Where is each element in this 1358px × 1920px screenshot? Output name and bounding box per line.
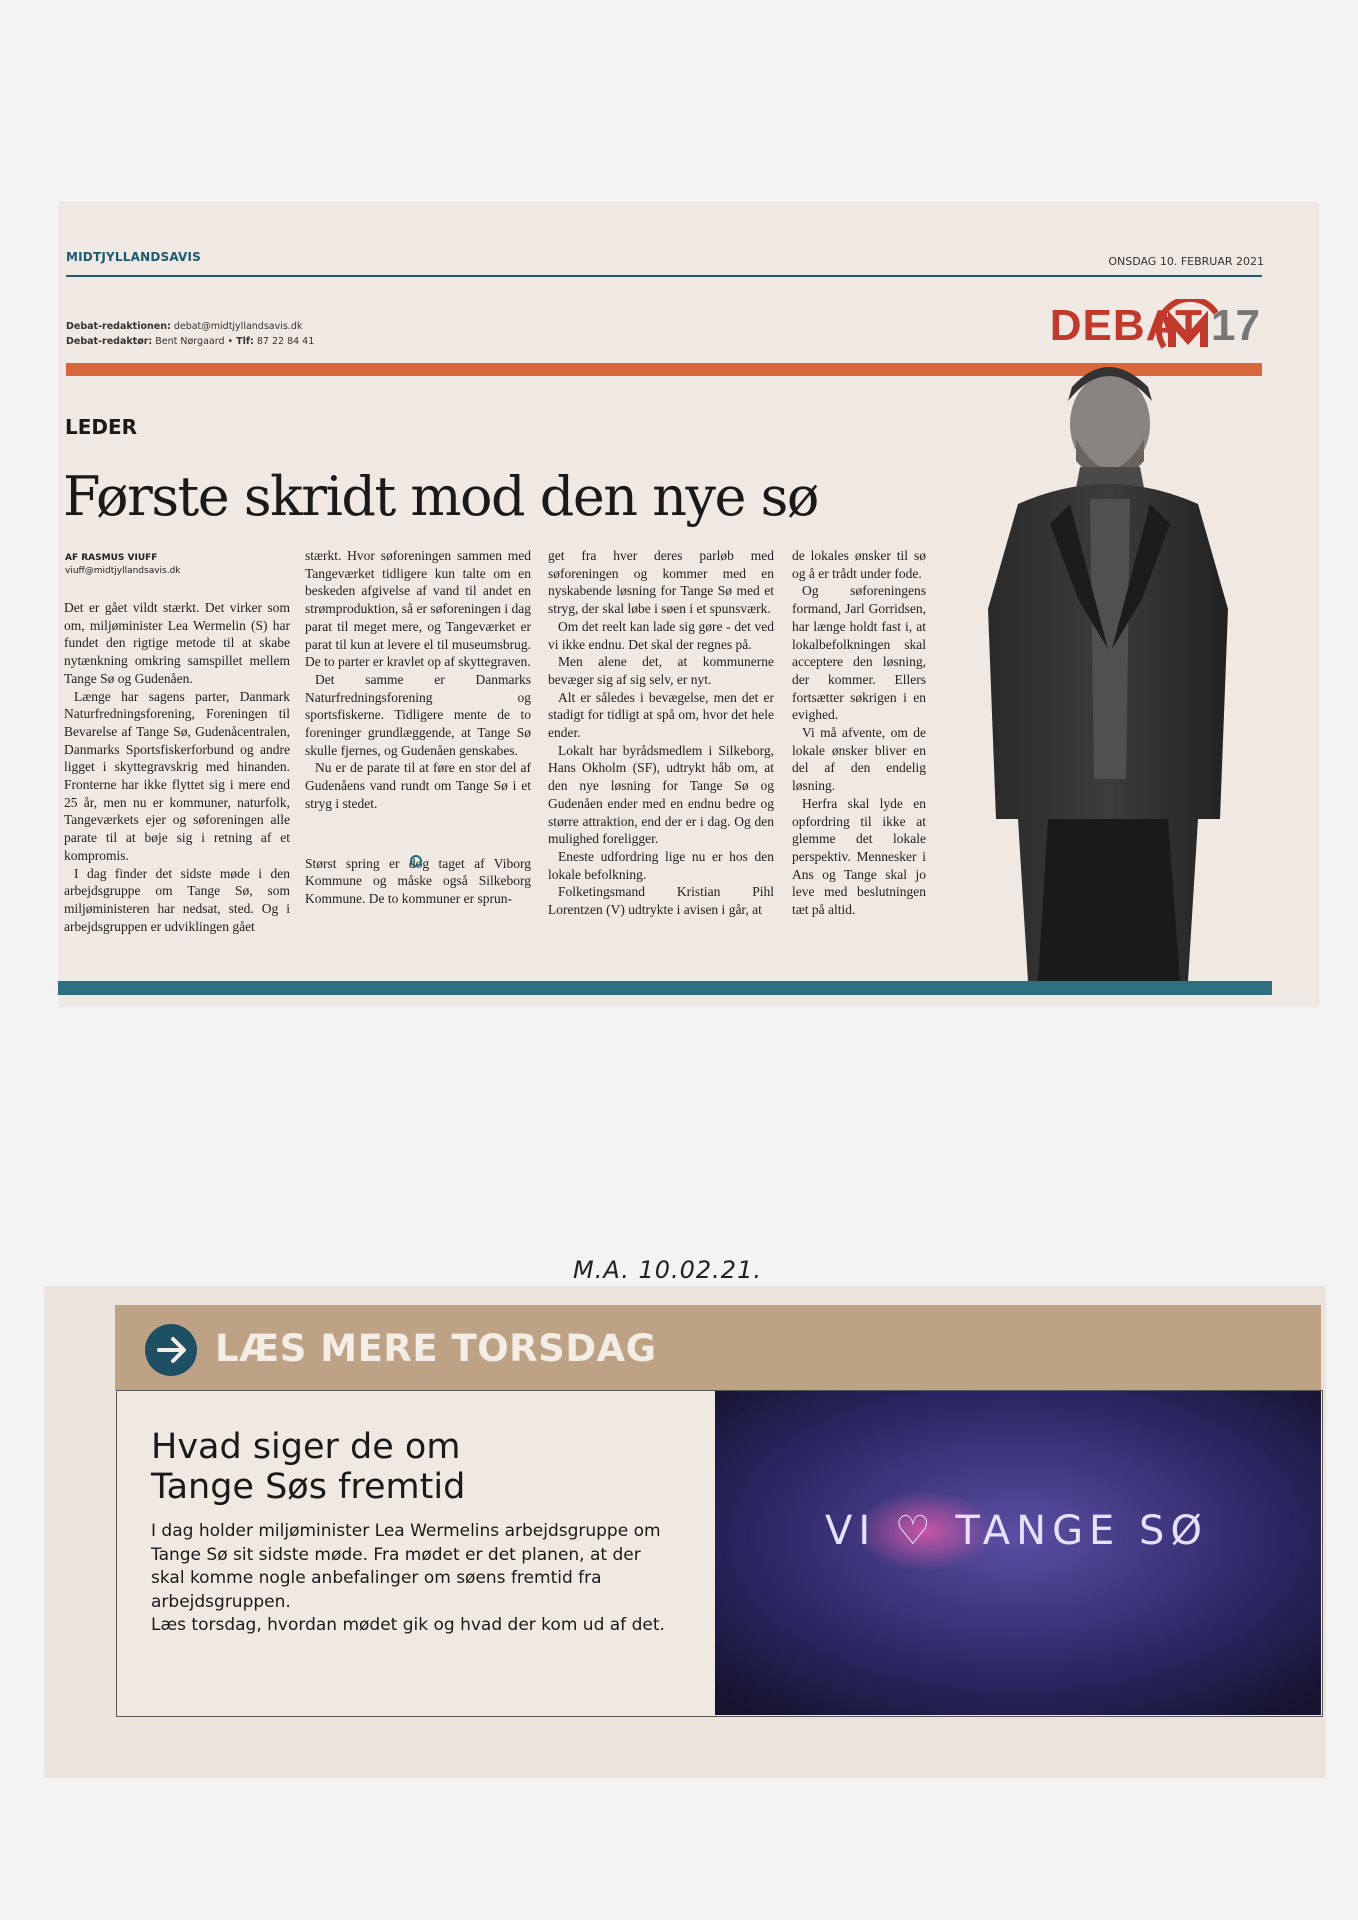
issue-date: ONSDAG 10. FEBRUAR 2021 <box>1108 255 1264 268</box>
editor-phone-label: Tlf: <box>236 336 254 347</box>
paragraph: de lokales ønsker til sø og å er trådt under fode. <box>792 548 926 581</box>
editor-email: debat@midtjyllandsavis.dk <box>173 321 303 332</box>
editor-phone: 87 22 84 41 <box>256 336 315 347</box>
author-portrait-photo <box>958 349 1258 981</box>
paragraph: Størst spring er dog taget af Viborg Kommune og måske også Silkeborg Kommune. De to kommuner er sprun- <box>305 855 531 906</box>
editor-name: Bent Nørgaard <box>155 336 225 347</box>
teaser-body: I dag holder miljøminister Lea Wermelins arbejdsgruppe om Tange Sø sit sidste møde. Fra mødet er det planen, at der skal komme nogle anbefalinger om søens fremtid fra arbejdsgruppen. Læs torsdag, hvordan mødet gik og hvad der kom ud af det. <box>151 1521 665 1635</box>
article-column-1 <box>64 599 290 935</box>
paragraph: Nu er de parate til at føre en stor del af Gudenåens vand rundt om Tange Sø i et stryg i stedet. <box>305 760 531 811</box>
headline: Første skridt mod den nye sø <box>63 465 818 528</box>
paragraph: Alt er således i bevægelse, men det er stadigt for tidligt at spå om, hvor det hele ender. <box>548 689 774 741</box>
paragraph: Folketingsmand Kristian Pihl Lorentzen (V) udtrykte i avisen i går, at <box>548 884 774 918</box>
paragraph: Det samme er Danmarks Naturfredningsforening og sportsfiskerne. Tidligere mente de to foreninger grundlæggende, at Tange Sø skulle fjernes, og Gudenåen genskabes. <box>305 671 531 758</box>
teaser-title: Hvad siger de om Tange Søs fremtid <box>151 1427 466 1507</box>
paragraph: Det er gået vildt stærkt. Det virker som om, miljøminister Lea Wermelin (S) har fundet den rigtige metode til at skabe nytænkning omkring samspillet mellem Tange Sø og Gudenåen. <box>64 600 290 686</box>
paragraph: Og søforeningens formand, Jarl Gorridsen, har længe holdt fast i, at lokalbefolkningen skal acceptere den løsning, der kommer. Ellers fortsætter søkrigen i en evighed. <box>792 583 926 723</box>
teal-footer-bar <box>58 981 1272 995</box>
editor-name-label: Debat-redaktør: <box>66 336 153 347</box>
paragraph: Men alene det, at kommunerne bevæger sig af sig selv, er nyt. <box>548 654 774 687</box>
masthead: MIDTJYLLANDSAVIS <box>66 250 202 264</box>
editor-email-label: Debat-redaktionen: <box>66 321 171 332</box>
byline-email: viuff@midtjyllandsavis.dk <box>65 566 181 576</box>
newspaper-clipping-editorial <box>60 203 1318 1006</box>
paragraph: Herfra skal lyde en opfordring til ikke at glemme det lokale perspektiv. Mennesker i Ans og Tange skal jo leve med beslutningen tæt på altid. <box>792 795 926 918</box>
section-divider-dot <box>410 855 422 867</box>
editor-info: Debat-redaktionen: debat@midtjyllandsavis.dk Debat-redaktør: Bent Nørgaard • Tlf: 87 22 84 41 <box>66 321 315 347</box>
paragraph: I dag finder det sidste møde i den arbejdsgruppe om Tange Sø, som miljøministeren har nedsat, sted. Og i arbejdsgruppen er udviklingen gået <box>64 865 290 934</box>
newspaper-clipping-teaser <box>45 1287 1325 1777</box>
paragraph: Vi må afvente, om de lokale ønsker bliver en del af den endelig løsning. <box>792 725 926 794</box>
paragraph: Lokalt har byrådsmedlem i Silkeborg, Hans Okholm (SF), udtrykt håb om, at den nye løsning for Tange Sø og Gudenåen ender med en endnu bedre og større attraktion, end der er i dag. Og den mulighed foreligger. <box>548 742 774 847</box>
byline-author: AF RASMUS VIUFF <box>65 553 158 563</box>
paragraph: Længe har sagens parter, Danmark Naturfredningsforening, Foreningen til Bevarelse af Tange Sø, Gudenåcentralen, Danmarks Sportsfiskerforbund og andre ligget i skyttegravskrig med hinanden. Fronterne har ikke flyttet sig i mere end 25 år, men nu er kommuner, naturfolk, Tangeværkets ejer og søforeningen alle parate til at bøje sig i retning af et kompromis. <box>64 688 290 863</box>
section-title: DEBAT <box>1049 301 1203 350</box>
paragraph: Om det reelt kan lade sig gøre - det ved vi ikke endnu. Det skal der regnes på. <box>548 618 774 652</box>
article-column-2 <box>305 547 531 908</box>
page-number: 17 <box>1211 301 1260 350</box>
header-rule <box>66 275 1262 277</box>
article-column-3 <box>548 547 774 919</box>
handwritten-date-note: M.A. 10.02.21. <box>573 1256 762 1284</box>
neon-sign-photo <box>715 1391 1321 1715</box>
kicker: LEDER <box>65 415 138 439</box>
neon-sign-text: VI ♡ TANGE SØ <box>825 1508 1208 1554</box>
article-column-4 <box>792 547 926 919</box>
teaser-banner-label: LÆS MERE TORSDAG <box>215 1327 657 1370</box>
byline <box>65 552 181 578</box>
paragraph: get fra hver deres parløb med søforeningen og kommer med en nyskabende løsning for Tange Sø med et stryg, der skal løbe i søen i et spunsværk. <box>548 548 774 617</box>
paragraph: stærkt. Hvor søforeningen sammen med Tangeværket tidligere kun talte om en beskeden afgivelse af vand til andet en strømproduktion, så er søforeningen i dag parat til meget mere, og Tangeværket er parat til kun at levere el til museumsbrug. De to parter er kravlet op af skyttegraven. <box>305 548 531 670</box>
arrow-right-icon <box>145 1324 197 1376</box>
paragraph: Eneste udfordring lige nu er hos den lokale befolkning. <box>548 848 774 882</box>
